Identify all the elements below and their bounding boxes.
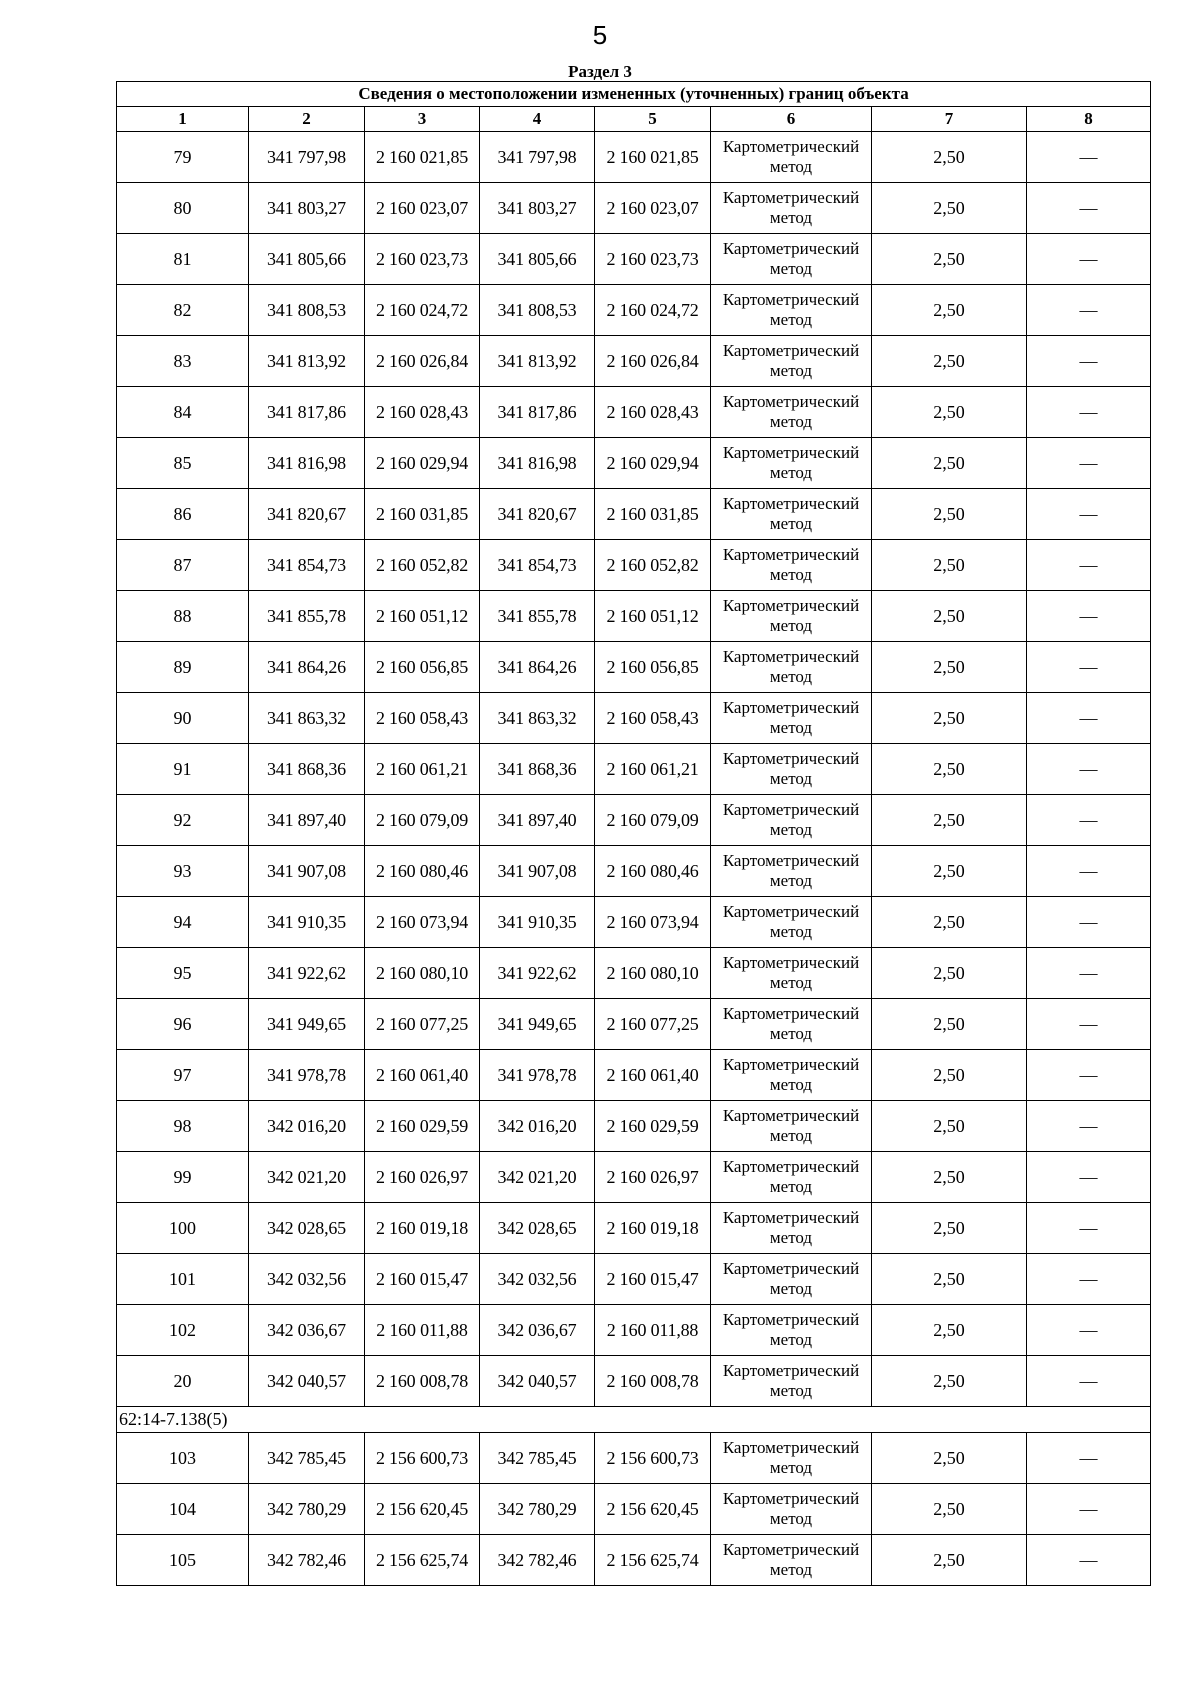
y-refined-cell: 2 160 031,85 xyxy=(595,489,711,540)
accuracy-cell: 2,50 xyxy=(872,693,1027,744)
table-row xyxy=(117,285,1151,336)
x-existing-cell: 341 910,35 xyxy=(249,897,365,948)
x-existing-cell: 341 855,78 xyxy=(249,591,365,642)
y-existing-cell: 2 160 021,85 xyxy=(365,132,480,183)
y-existing-cell: 2 160 015,47 xyxy=(365,1254,480,1305)
table-row xyxy=(117,1484,1151,1535)
x-refined-cell: 341 797,98 xyxy=(480,132,595,183)
y-existing-cell: 2 156 625,74 xyxy=(365,1535,480,1586)
table-row xyxy=(117,1152,1151,1203)
table-row xyxy=(117,1203,1151,1254)
y-refined-cell: 2 160 024,72 xyxy=(595,285,711,336)
description-cell: — xyxy=(1027,387,1151,438)
x-refined-cell: 342 040,57 xyxy=(480,1356,595,1407)
x-existing-cell: 341 797,98 xyxy=(249,132,365,183)
x-refined-cell: 341 808,53 xyxy=(480,285,595,336)
x-existing-cell: 342 021,20 xyxy=(249,1152,365,1203)
x-existing-cell: 341 803,27 xyxy=(249,183,365,234)
x-refined-cell: 341 922,62 xyxy=(480,948,595,999)
y-existing-cell: 2 160 080,46 xyxy=(365,846,480,897)
y-refined-cell: 2 160 051,12 xyxy=(595,591,711,642)
y-refined-cell: 2 160 029,94 xyxy=(595,438,711,489)
y-existing-cell: 2 160 023,07 xyxy=(365,183,480,234)
column-header: 5 xyxy=(595,107,711,132)
description-cell: — xyxy=(1027,1305,1151,1356)
method-cell: Картометрический метод xyxy=(711,897,872,948)
table-row xyxy=(117,1356,1151,1407)
accuracy-cell: 2,50 xyxy=(872,1433,1027,1484)
point-number-cell: 84 xyxy=(117,387,249,438)
x-refined-cell: 342 028,65 xyxy=(480,1203,595,1254)
x-existing-cell: 341 907,08 xyxy=(249,846,365,897)
y-existing-cell: 2 160 080,10 xyxy=(365,948,480,999)
description-cell: — xyxy=(1027,846,1151,897)
point-number-cell: 102 xyxy=(117,1305,249,1356)
method-cell: Картометрический метод xyxy=(711,438,872,489)
y-refined-cell: 2 160 056,85 xyxy=(595,642,711,693)
accuracy-cell: 2,50 xyxy=(872,387,1027,438)
y-refined-cell: 2 160 023,07 xyxy=(595,183,711,234)
method-cell: Картометрический метод xyxy=(711,1433,872,1484)
y-refined-cell: 2 160 026,97 xyxy=(595,1152,711,1203)
x-refined-cell: 342 785,45 xyxy=(480,1433,595,1484)
description-cell: — xyxy=(1027,1484,1151,1535)
table-row xyxy=(117,795,1151,846)
accuracy-cell: 2,50 xyxy=(872,897,1027,948)
description-cell: — xyxy=(1027,1356,1151,1407)
x-refined-cell: 341 820,67 xyxy=(480,489,595,540)
column-header: 7 xyxy=(872,107,1027,132)
accuracy-cell: 2,50 xyxy=(872,183,1027,234)
method-cell: Картометрический метод xyxy=(711,591,872,642)
description-cell: — xyxy=(1027,489,1151,540)
y-existing-cell: 2 160 023,73 xyxy=(365,234,480,285)
column-header: 4 xyxy=(480,107,595,132)
x-refined-cell: 341 868,36 xyxy=(480,744,595,795)
point-number-cell: 104 xyxy=(117,1484,249,1535)
description-cell: — xyxy=(1027,336,1151,387)
point-number-cell: 79 xyxy=(117,132,249,183)
accuracy-cell: 2,50 xyxy=(872,540,1027,591)
method-cell: Картометрический метод xyxy=(711,1484,872,1535)
y-existing-cell: 2 160 029,59 xyxy=(365,1101,480,1152)
method-cell: Картометрический метод xyxy=(711,285,872,336)
y-existing-cell: 2 160 024,72 xyxy=(365,285,480,336)
y-existing-cell: 2 160 008,78 xyxy=(365,1356,480,1407)
table-row xyxy=(117,897,1151,948)
y-refined-cell: 2 160 011,88 xyxy=(595,1305,711,1356)
description-cell: — xyxy=(1027,1535,1151,1586)
description-cell: — xyxy=(1027,285,1151,336)
y-existing-cell: 2 160 019,18 xyxy=(365,1203,480,1254)
column-header: 2 xyxy=(249,107,365,132)
table-row xyxy=(117,234,1151,285)
table-row xyxy=(117,1254,1151,1305)
y-refined-cell: 2 156 600,73 xyxy=(595,1433,711,1484)
point-number-cell: 85 xyxy=(117,438,249,489)
y-existing-cell: 2 160 073,94 xyxy=(365,897,480,948)
x-existing-cell: 341 805,66 xyxy=(249,234,365,285)
y-existing-cell: 2 160 061,21 xyxy=(365,744,480,795)
page-number: 5 xyxy=(592,20,608,50)
y-existing-cell: 2 160 058,43 xyxy=(365,693,480,744)
method-cell: Картометрический метод xyxy=(711,642,872,693)
point-number-cell: 101 xyxy=(117,1254,249,1305)
x-existing-cell: 341 863,32 xyxy=(249,693,365,744)
x-existing-cell: 342 028,65 xyxy=(249,1203,365,1254)
table-row xyxy=(117,1305,1151,1356)
y-existing-cell: 2 160 056,85 xyxy=(365,642,480,693)
x-refined-cell: 342 782,46 xyxy=(480,1535,595,1586)
description-cell: — xyxy=(1027,795,1151,846)
x-refined-cell: 341 978,78 xyxy=(480,1050,595,1101)
table-header-row xyxy=(117,107,1151,132)
point-number-cell: 89 xyxy=(117,642,249,693)
method-cell: Картометрический метод xyxy=(711,183,872,234)
table-title-row xyxy=(117,82,1151,107)
x-refined-cell: 342 032,56 xyxy=(480,1254,595,1305)
point-number-cell: 91 xyxy=(117,744,249,795)
method-cell: Картометрический метод xyxy=(711,1203,872,1254)
x-refined-cell: 341 897,40 xyxy=(480,795,595,846)
method-cell: Картометрический метод xyxy=(711,999,872,1050)
y-refined-cell: 2 160 080,10 xyxy=(595,948,711,999)
accuracy-cell: 2,50 xyxy=(872,1356,1027,1407)
y-existing-cell: 2 160 051,12 xyxy=(365,591,480,642)
table-row xyxy=(117,438,1151,489)
accuracy-cell: 2,50 xyxy=(872,1050,1027,1101)
x-existing-cell: 342 785,45 xyxy=(249,1433,365,1484)
x-existing-cell: 341 816,98 xyxy=(249,438,365,489)
point-number-cell: 87 xyxy=(117,540,249,591)
method-cell: Картометрический метод xyxy=(711,1535,872,1586)
method-cell: Картометрический метод xyxy=(711,1356,872,1407)
description-cell: — xyxy=(1027,897,1151,948)
point-number-cell: 96 xyxy=(117,999,249,1050)
y-refined-cell: 2 160 015,47 xyxy=(595,1254,711,1305)
x-refined-cell: 342 780,29 xyxy=(480,1484,595,1535)
x-existing-cell: 341 820,67 xyxy=(249,489,365,540)
x-existing-cell: 341 897,40 xyxy=(249,795,365,846)
accuracy-cell: 2,50 xyxy=(872,948,1027,999)
x-existing-cell: 341 813,92 xyxy=(249,336,365,387)
x-refined-cell: 341 854,73 xyxy=(480,540,595,591)
description-cell: — xyxy=(1027,1433,1151,1484)
method-cell: Картометрический метод xyxy=(711,744,872,795)
method-cell: Картометрический метод xyxy=(711,540,872,591)
description-cell: — xyxy=(1027,1152,1151,1203)
y-refined-cell: 2 156 620,45 xyxy=(595,1484,711,1535)
table-row xyxy=(117,489,1151,540)
point-number-cell: 88 xyxy=(117,591,249,642)
y-existing-cell: 2 160 029,94 xyxy=(365,438,480,489)
table-row xyxy=(117,744,1151,795)
x-refined-cell: 341 816,98 xyxy=(480,438,595,489)
method-cell: Картометрический метод xyxy=(711,234,872,285)
y-existing-cell: 2 160 026,84 xyxy=(365,336,480,387)
table-row xyxy=(117,642,1151,693)
x-existing-cell: 342 032,56 xyxy=(249,1254,365,1305)
y-existing-cell: 2 156 600,73 xyxy=(365,1433,480,1484)
accuracy-cell: 2,50 xyxy=(872,132,1027,183)
column-header: 3 xyxy=(365,107,480,132)
accuracy-cell: 2,50 xyxy=(872,1254,1027,1305)
table-row xyxy=(117,540,1151,591)
y-existing-cell: 2 160 061,40 xyxy=(365,1050,480,1101)
x-existing-cell: 341 854,73 xyxy=(249,540,365,591)
accuracy-cell: 2,50 xyxy=(872,489,1027,540)
accuracy-cell: 2,50 xyxy=(872,1203,1027,1254)
accuracy-cell: 2,50 xyxy=(872,1152,1027,1203)
table-row xyxy=(117,336,1151,387)
description-cell: — xyxy=(1027,642,1151,693)
point-number-cell: 81 xyxy=(117,234,249,285)
accuracy-cell: 2,50 xyxy=(872,591,1027,642)
point-number-cell: 105 xyxy=(117,1535,249,1586)
table-row xyxy=(117,948,1151,999)
point-number-cell: 92 xyxy=(117,795,249,846)
y-refined-cell: 2 160 029,59 xyxy=(595,1101,711,1152)
method-cell: Картометрический метод xyxy=(711,1101,872,1152)
method-cell: Картометрический метод xyxy=(711,387,872,438)
x-refined-cell: 341 803,27 xyxy=(480,183,595,234)
description-cell: — xyxy=(1027,438,1151,489)
point-number-cell: 80 xyxy=(117,183,249,234)
table-row xyxy=(117,999,1151,1050)
accuracy-cell: 2,50 xyxy=(872,1305,1027,1356)
description-cell: — xyxy=(1027,183,1151,234)
x-existing-cell: 341 978,78 xyxy=(249,1050,365,1101)
accuracy-cell: 2,50 xyxy=(872,285,1027,336)
x-refined-cell: 342 021,20 xyxy=(480,1152,595,1203)
x-existing-cell: 341 949,65 xyxy=(249,999,365,1050)
description-cell: — xyxy=(1027,1050,1151,1101)
group-label: 62:14-7.138(5) xyxy=(117,1407,1151,1433)
x-existing-cell: 341 817,86 xyxy=(249,387,365,438)
table-row xyxy=(117,1101,1151,1152)
accuracy-cell: 2,50 xyxy=(872,846,1027,897)
table-row xyxy=(117,1050,1151,1101)
accuracy-cell: 2,50 xyxy=(872,336,1027,387)
accuracy-cell: 2,50 xyxy=(872,642,1027,693)
accuracy-cell: 2,50 xyxy=(872,438,1027,489)
accuracy-cell: 2,50 xyxy=(872,1535,1027,1586)
accuracy-cell: 2,50 xyxy=(872,1101,1027,1152)
y-refined-cell: 2 160 008,78 xyxy=(595,1356,711,1407)
y-existing-cell: 2 160 079,09 xyxy=(365,795,480,846)
table-row xyxy=(117,693,1151,744)
table-row xyxy=(117,132,1151,183)
method-cell: Картометрический метод xyxy=(711,1152,872,1203)
column-header: 1 xyxy=(117,107,249,132)
accuracy-cell: 2,50 xyxy=(872,234,1027,285)
point-number-cell: 90 xyxy=(117,693,249,744)
y-refined-cell: 2 160 052,82 xyxy=(595,540,711,591)
point-number-cell: 86 xyxy=(117,489,249,540)
description-cell: — xyxy=(1027,948,1151,999)
x-existing-cell: 342 040,57 xyxy=(249,1356,365,1407)
y-refined-cell: 2 160 080,46 xyxy=(595,846,711,897)
table-row xyxy=(117,846,1151,897)
y-refined-cell: 2 160 073,94 xyxy=(595,897,711,948)
table-row xyxy=(117,1433,1151,1484)
x-refined-cell: 341 813,92 xyxy=(480,336,595,387)
method-cell: Картометрический метод xyxy=(711,1254,872,1305)
method-cell: Картометрический метод xyxy=(711,336,872,387)
x-existing-cell: 341 808,53 xyxy=(249,285,365,336)
accuracy-cell: 2,50 xyxy=(872,744,1027,795)
method-cell: Картометрический метод xyxy=(711,948,872,999)
y-refined-cell: 2 160 023,73 xyxy=(595,234,711,285)
x-refined-cell: 341 863,32 xyxy=(480,693,595,744)
method-cell: Картометрический метод xyxy=(711,693,872,744)
x-existing-cell: 342 782,46 xyxy=(249,1535,365,1586)
description-cell: — xyxy=(1027,591,1151,642)
y-refined-cell: 2 160 061,21 xyxy=(595,744,711,795)
point-number-cell: 100 xyxy=(117,1203,249,1254)
point-number-cell: 99 xyxy=(117,1152,249,1203)
accuracy-cell: 2,50 xyxy=(872,999,1027,1050)
method-cell: Картометрический метод xyxy=(711,132,872,183)
point-number-cell: 97 xyxy=(117,1050,249,1101)
column-header: 6 xyxy=(711,107,872,132)
y-refined-cell: 2 160 028,43 xyxy=(595,387,711,438)
y-existing-cell: 2 160 031,85 xyxy=(365,489,480,540)
x-refined-cell: 342 016,20 xyxy=(480,1101,595,1152)
x-refined-cell: 342 036,67 xyxy=(480,1305,595,1356)
x-existing-cell: 341 922,62 xyxy=(249,948,365,999)
method-cell: Картометрический метод xyxy=(711,1050,872,1101)
description-cell: — xyxy=(1027,540,1151,591)
accuracy-cell: 2,50 xyxy=(872,1484,1027,1535)
x-existing-cell: 342 036,67 xyxy=(249,1305,365,1356)
y-existing-cell: 2 160 052,82 xyxy=(365,540,480,591)
table-body xyxy=(117,82,1151,1586)
accuracy-cell: 2,50 xyxy=(872,795,1027,846)
y-refined-cell: 2 160 077,25 xyxy=(595,999,711,1050)
x-refined-cell: 341 855,78 xyxy=(480,591,595,642)
x-refined-cell: 341 907,08 xyxy=(480,846,595,897)
y-refined-cell: 2 160 026,84 xyxy=(595,336,711,387)
x-refined-cell: 341 817,86 xyxy=(480,387,595,438)
method-cell: Картометрический метод xyxy=(711,489,872,540)
point-number-cell: 82 xyxy=(117,285,249,336)
point-number-cell: 103 xyxy=(117,1433,249,1484)
method-cell: Картометрический метод xyxy=(711,795,872,846)
y-existing-cell: 2 160 077,25 xyxy=(365,999,480,1050)
y-existing-cell: 2 160 028,43 xyxy=(365,387,480,438)
description-cell: — xyxy=(1027,1101,1151,1152)
table-row xyxy=(117,591,1151,642)
description-cell: — xyxy=(1027,1203,1151,1254)
description-cell: — xyxy=(1027,1254,1151,1305)
x-existing-cell: 342 780,29 xyxy=(249,1484,365,1535)
table-row xyxy=(117,1535,1151,1586)
coordinates-table xyxy=(116,81,1151,1586)
point-number-cell: 94 xyxy=(117,897,249,948)
x-existing-cell: 341 868,36 xyxy=(249,744,365,795)
method-cell: Картометрический метод xyxy=(711,846,872,897)
point-number-cell: 98 xyxy=(117,1101,249,1152)
y-refined-cell: 2 160 021,85 xyxy=(595,132,711,183)
x-refined-cell: 341 864,26 xyxy=(480,642,595,693)
section-title: Раздел 3 xyxy=(568,62,632,81)
y-existing-cell: 2 160 011,88 xyxy=(365,1305,480,1356)
description-cell: — xyxy=(1027,234,1151,285)
y-refined-cell: 2 160 061,40 xyxy=(595,1050,711,1101)
y-existing-cell: 2 156 620,45 xyxy=(365,1484,480,1535)
y-refined-cell: 2 160 058,43 xyxy=(595,693,711,744)
y-refined-cell: 2 156 625,74 xyxy=(595,1535,711,1586)
table-row xyxy=(117,183,1151,234)
x-refined-cell: 341 949,65 xyxy=(480,999,595,1050)
group-row xyxy=(117,1407,1151,1433)
point-number-cell: 83 xyxy=(117,336,249,387)
y-refined-cell: 2 160 019,18 xyxy=(595,1203,711,1254)
x-refined-cell: 341 805,66 xyxy=(480,234,595,285)
description-cell: — xyxy=(1027,999,1151,1050)
x-existing-cell: 342 016,20 xyxy=(249,1101,365,1152)
x-existing-cell: 341 864,26 xyxy=(249,642,365,693)
table-title: Сведения о местоположении измененных (уточненных) границ объекта xyxy=(117,82,1151,107)
point-number-cell: 20 xyxy=(117,1356,249,1407)
point-number-cell: 95 xyxy=(117,948,249,999)
y-refined-cell: 2 160 079,09 xyxy=(595,795,711,846)
point-number-cell: 93 xyxy=(117,846,249,897)
x-refined-cell: 341 910,35 xyxy=(480,897,595,948)
column-header: 8 xyxy=(1027,107,1151,132)
method-cell: Картометрический метод xyxy=(711,1305,872,1356)
description-cell: — xyxy=(1027,693,1151,744)
y-existing-cell: 2 160 026,97 xyxy=(365,1152,480,1203)
table-row xyxy=(117,387,1151,438)
description-cell: — xyxy=(1027,744,1151,795)
description-cell: — xyxy=(1027,132,1151,183)
